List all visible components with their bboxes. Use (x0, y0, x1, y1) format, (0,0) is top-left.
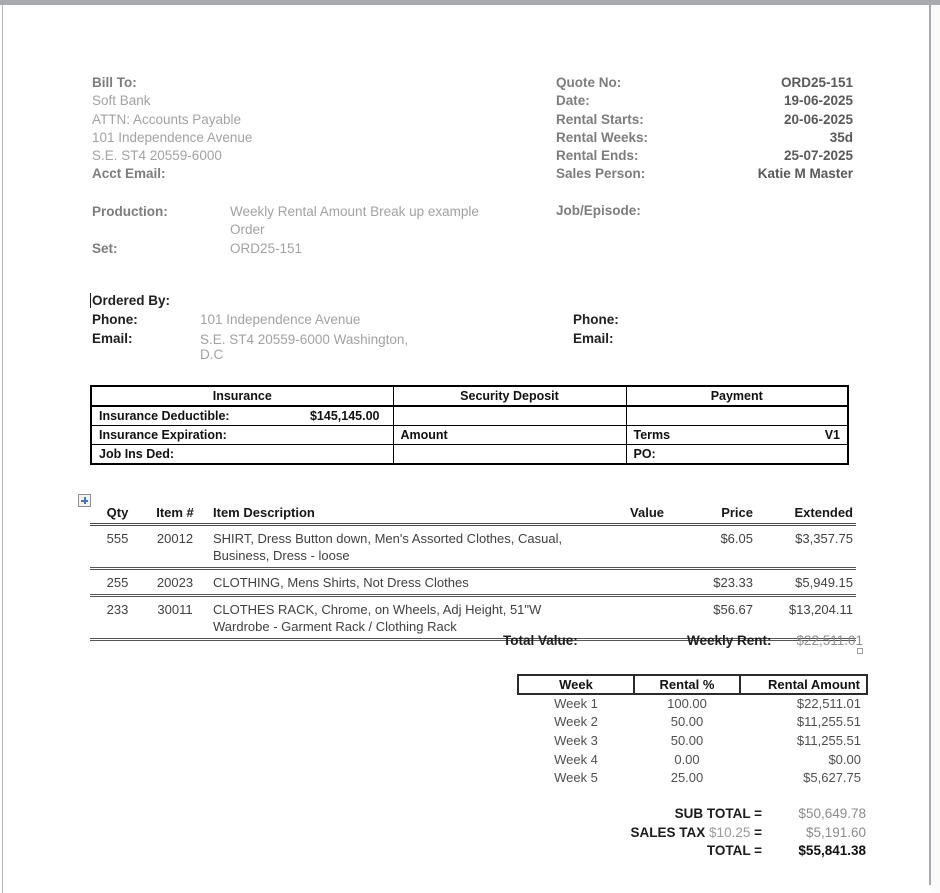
item-extended: $5,949.15 (755, 569, 856, 596)
rental-amount: $0.00 (828, 751, 861, 767)
sales-person-label: Sales Person: (556, 166, 646, 182)
item-description-header: Item Description (205, 503, 570, 525)
table-row (518, 731, 867, 750)
quote-row (556, 92, 853, 110)
item-description: SHIRT, Dress Button down, Men's Assorted Clothes, Casual, Business, Dress - loose (205, 525, 570, 569)
job-episode-label: Job/Episode: (556, 203, 641, 218)
po-label: PO: (626, 445, 848, 465)
summary-block (450, 805, 866, 861)
email-label: Email: (92, 330, 133, 346)
set-label: Set: (92, 240, 118, 256)
items-header-row (90, 503, 856, 525)
production-block (92, 203, 542, 258)
payment-empty-cell (626, 406, 848, 426)
week-name: Week 1 (554, 696, 598, 712)
rental-percent: 50.00 (670, 732, 704, 748)
bill-to-company: Soft Bank (92, 93, 151, 109)
page-left-edge (2, 5, 3, 893)
subtotal-row (450, 805, 866, 824)
table-row (90, 525, 856, 569)
rental-percent: 25.00 (670, 770, 704, 786)
item-price: $6.05 (670, 525, 755, 569)
ordered-by-row (92, 292, 435, 311)
total-value: $55,841.38 (798, 843, 866, 859)
email-row (92, 330, 435, 363)
items-table (90, 503, 856, 641)
item-price: $23.33 (670, 569, 755, 596)
week-name: Week 5 (554, 770, 598, 786)
week-table-header-row (518, 675, 867, 694)
insurance-deductible-value: $145,145.00 (309, 409, 380, 423)
security-deposit-header: Security Deposit (393, 386, 626, 406)
rental-amount: $11,255.51 (796, 714, 861, 730)
date-label: Date: (556, 93, 590, 109)
item-extended: $13,204.11 (755, 596, 856, 640)
bill-to-address1: 101 Independence Avenue (92, 129, 253, 145)
bill-to-block (92, 74, 252, 184)
rental-ends-value: 25-07-2025 (783, 148, 853, 164)
table-resize-handle[interactable] (857, 648, 863, 654)
quote-no-label: Quote No: (556, 75, 622, 90)
rental-amount-header: Rental Amount (740, 675, 867, 694)
table-row (518, 713, 867, 732)
text-cursor (90, 293, 91, 308)
extended-header: Extended (755, 503, 856, 525)
sales-tax-row (450, 824, 866, 843)
totals-line (0, 633, 940, 653)
ordered-by-label: Ordered By: (92, 293, 171, 308)
set-row (92, 240, 542, 258)
terms-value: V1 (824, 428, 840, 442)
terms-label: Terms (633, 428, 671, 442)
sales-tax-label: SALES TAX $10.25 = (630, 824, 762, 840)
item-description: CLOTHING, Mens Shirts, Not Dress Clothes (205, 569, 570, 596)
bill-to-label: Bill To: (92, 75, 137, 90)
security-deposit-empty-cell (393, 406, 626, 426)
item-number: 30011 (145, 596, 205, 640)
sales-tax-rate: $10.25 (709, 824, 751, 840)
insurance-header: Insurance (91, 386, 393, 406)
email-value: S.E. ST4 20559-6000 Washington, D.C (200, 331, 409, 363)
week-breakdown-table (517, 674, 868, 787)
insurance-deductible-label: Insurance Deductible: (99, 409, 230, 423)
item-qty: 255 (90, 569, 145, 596)
week-name: Week 3 (554, 732, 598, 748)
table-row (518, 694, 867, 713)
rental-amount: $11,255.51 (796, 732, 861, 748)
date-value: 19-06-2025 (783, 93, 853, 109)
bill-to-attn: ATTN: Accounts Payable (92, 111, 242, 127)
quote-row (556, 74, 853, 92)
rental-weeks-label: Rental Weeks: (556, 129, 649, 145)
insurance-deductible-row (91, 406, 848, 426)
total-row (450, 842, 866, 861)
sales-tax-value: $5,191.60 (805, 824, 866, 840)
phone-row (92, 311, 435, 330)
rental-percent: 50.00 (670, 714, 704, 730)
page-right-margin (931, 5, 940, 893)
value-header: Value (570, 503, 670, 525)
item-number: 20012 (145, 525, 205, 569)
item-qty: 233 (90, 596, 145, 640)
payment-header: Payment (626, 386, 848, 406)
insurance-table (90, 385, 849, 465)
week-name: Week 4 (554, 751, 598, 767)
rental-weeks-value: 35d (829, 129, 853, 145)
bill-to-address2: S.E. ST4 20559-6000 (92, 148, 222, 164)
job-ins-ded-label: Job Ins Ded: (91, 445, 393, 465)
rental-percent: 0.00 (674, 751, 700, 767)
quote-row (556, 147, 853, 165)
rental-amount: $22,511.01 (796, 696, 861, 712)
sales-tax-equals: = (754, 824, 762, 840)
sales-person-value: Katie M Master (757, 166, 853, 182)
page-top-edge (0, 0, 940, 5)
item-number: 20023 (145, 569, 205, 596)
week-name: Week 2 (554, 714, 598, 730)
subtotal-value: $50,649.78 (798, 806, 866, 821)
insurance-table-header-row (91, 386, 848, 406)
ordered-by-block (92, 292, 435, 363)
quote-row (556, 111, 853, 129)
quote-row (556, 165, 853, 183)
item-description: CLOTHES RACK, Chrome, on Wheels, Adj Height, 51"W Wardrobe - Garment Rack / Clothing Rack (205, 596, 570, 640)
item-extended: $3,357.75 (755, 525, 856, 569)
amount-label: Amount (393, 426, 626, 445)
total-value-label: Total Value: (503, 633, 578, 648)
total-label: TOTAL = (706, 843, 762, 859)
rental-percent-header: Rental % (634, 675, 740, 694)
qty-header: Qty (90, 503, 145, 525)
item-value (570, 525, 670, 569)
quote-row (556, 129, 853, 147)
production-label: Production: (92, 204, 168, 219)
job-ins-row (91, 445, 848, 465)
rental-ends-label: Rental Ends: (556, 148, 639, 164)
item-price: $56.67 (670, 596, 755, 640)
item-number-header: Item # (145, 503, 205, 525)
production-row (92, 203, 542, 240)
right-phone-label: Phone: (573, 312, 619, 327)
price-header: Price (670, 503, 755, 525)
table-row (90, 569, 856, 596)
set-value: ORD25-151 (230, 240, 303, 256)
week-header: Week (518, 675, 634, 694)
phone-value: 101 Independence Avenue (200, 311, 361, 327)
acct-email-label: Acct Email: (92, 166, 166, 182)
insurance-expiration-row (91, 426, 848, 445)
production-value: Weekly Rental Amount Break up example Order (230, 204, 479, 238)
table-row (518, 768, 867, 787)
item-qty: 555 (90, 525, 145, 569)
weekly-rent-value: $22,511.01 (796, 633, 863, 648)
quote-no-value: ORD25-151 (780, 75, 853, 90)
insurance-expiration-label: Insurance Expiration: (91, 426, 393, 445)
subtotal-label: SUB TOTAL = (674, 806, 762, 821)
phone-label: Phone: (92, 311, 138, 327)
rental-amount: $5,627.75 (803, 770, 861, 786)
rental-starts-value: 20-06-2025 (783, 111, 853, 127)
right-email-label: Email: (573, 331, 614, 346)
amount-empty-cell (393, 445, 626, 465)
item-value (570, 569, 670, 596)
quote-info-block (556, 74, 853, 184)
rental-percent: 100.00 (667, 696, 707, 712)
table-row (518, 750, 867, 769)
weekly-rent-label: Weekly Rent: (687, 633, 772, 648)
rental-starts-label: Rental Starts: (556, 111, 644, 127)
